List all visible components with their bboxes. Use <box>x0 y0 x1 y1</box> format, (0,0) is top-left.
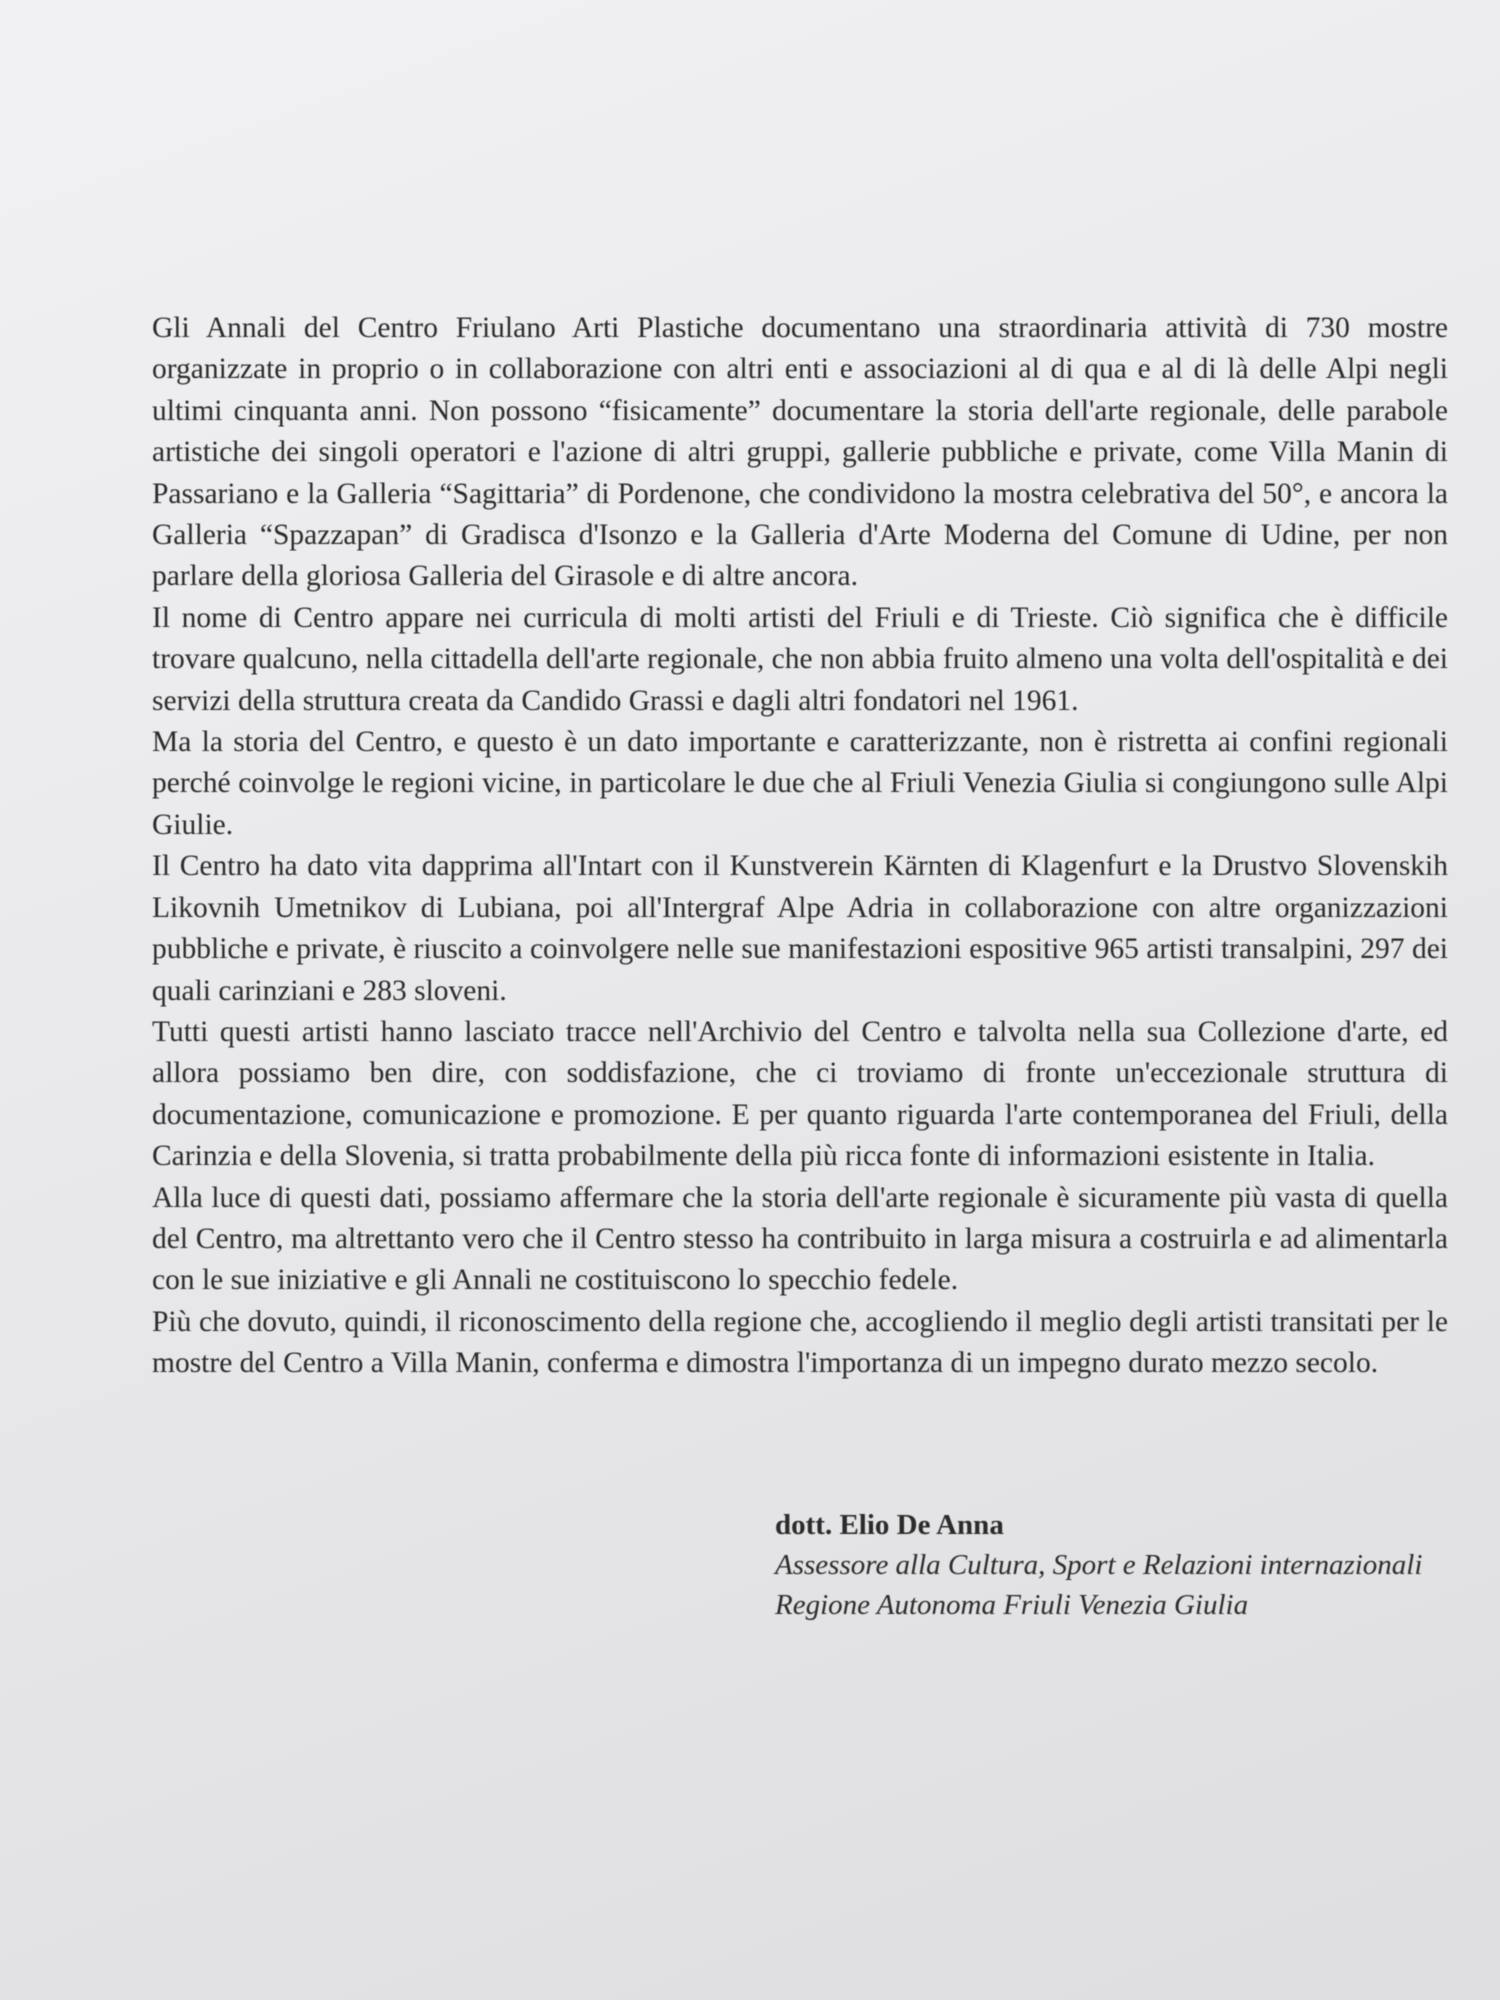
paragraph: Il Centro ha dato vita dapprima all'Intart con il Kunstverein Kärnten di Klagenfurt e la Drustvo Slovenskih Likovnih Umetnikov di Lubiana, poi all'Intergraf Alpe Adria in collaborazione con altre organizzazioni pubbliche e private, è riuscito a coinvolgere nelle sue manifestazioni espositive 965 artisti transalpini, 297 dei quali carinziani e 283 sloveni. <box>152 850 1448 1007</box>
signature-block <box>775 1505 1475 1625</box>
signatory-organization: Regione Autonoma Friuli Venezia Giulia <box>775 1589 1249 1621</box>
paragraph: Il nome di Centro appare nei curricula di molti artisti del Friuli e di Trieste. Ciò significa che è difficile trovare qualcuno, nella cittadella dell'arte regionale, che non abbia fruito almeno una volta dell'ospitalità e dei servizi della struttura creata da Candido Grassi e dagli altri fondatori nel 1961. <box>152 601 1448 717</box>
signatory-role: Assessore alla Cultura, Sport e Relazioni internazionali <box>775 1549 1423 1581</box>
paragraph: Ma la storia del Centro, e questo è un dato importante e caratterizzante, non è ristretta ai confini regionali perché coinvolge le regioni vicine, in particolare le due che al Friuli Venezia Giulia si congiungono sulle Alpi Giulie. <box>152 726 1448 841</box>
signatory-name: dott. Elio De Anna <box>775 1509 1004 1541</box>
paragraph: Tutti questi artisti hanno lasciato tracce nell'Archivio del Centro e talvolta nella sua Collezione d'arte, ed allora possiamo ben dire, con soddisfazione, che ci troviamo di fronte un'eccezionale struttura di documentazione, comunicazione e promozione. E per quanto riguarda l'arte contemporanea del Friuli, della Carinzia e della Slovenia, si tratta probabilmente della più ricca fonte di informazioni esistente in Italia. <box>152 1015 1448 1173</box>
paragraph: Alla luce di questi dati, possiamo affermare che la storia dell'arte regionale è sicuramente più vasta di quella del Centro, ma altrettanto vero che il Centro stesso ha contribuito in larga misura a costruirla e ad alimentarla con le sue iniziative e gli Annali ne costituiscono lo specchio fedele. <box>152 1181 1448 1297</box>
paragraph: Gli Annali del Centro Friulano Arti Plastiche documentano una straordinaria attività di 730 mostre organizzate in proprio o in collaborazione con altri enti e associazioni al di qua e al di là delle Alpi negli ultimi cinquanta anni. Non possono “fisicamente” documentare la storia dell'arte regionale, delle parabole artistiche dei singoli operatori e l'azione di altri gruppi, gallerie pubbliche e private, come Villa Manin di Passariano e la Galleria “Sagittaria” di Pordenone, che condividono la mostra celebrativa del 50°, e ancora la Galleria “Spazzapan” di Gradisca d'Isonzo e la Galleria d'Arte Moderna del Comune di Udine, per non parlare della gloriosa Galleria del Girasole e di altre ancora. <box>152 312 1448 593</box>
paragraph: Più che dovuto, quindi, il riconoscimento della regione che, accogliendo il meglio degli artisti transitati per le mostre del Centro a Villa Manin, conferma e dimostra l'importanza di un impegno durato mezzo secolo. <box>152 1305 1448 1380</box>
body-text <box>152 308 1448 1385</box>
